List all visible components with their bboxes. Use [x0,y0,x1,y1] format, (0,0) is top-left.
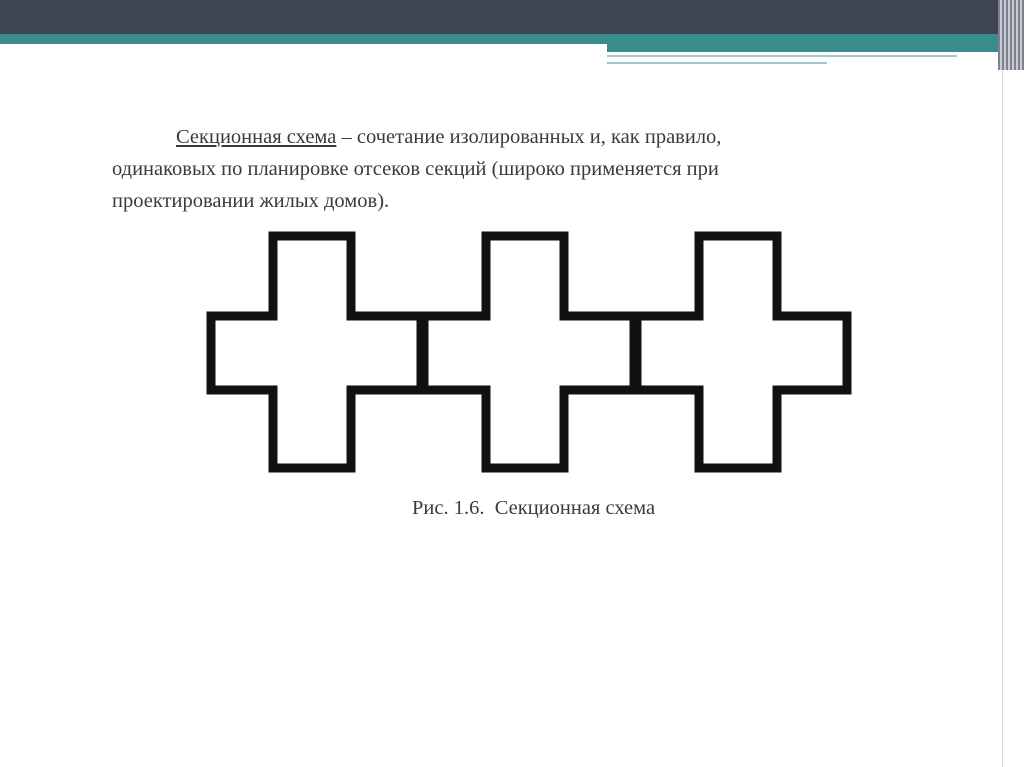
definition-term: Секционная схема [176,126,337,148]
header-bar [0,0,1024,34]
figure-caption: Рис. 1.6. Секционная схема [412,497,656,519]
paragraph-line-1-text: – сочетание изолированных и, как правило, [336,126,722,148]
right-edge-stripes [998,0,1024,70]
section-cross-1 [211,236,421,468]
definition-paragraph [112,121,892,217]
paragraph-line-3: проектировании жилых домов). [112,190,390,212]
decor-line [607,55,957,57]
accent-bar-right [607,44,1000,52]
paragraph-line-2: одинаковых по планировке отсеков секций (широко применяется при [112,158,719,180]
section-cross-2 [424,236,634,468]
paragraph-line-1 [112,121,892,153]
decor-line [607,62,827,64]
section-cross-3 [637,236,847,468]
accent-bar [0,34,1000,44]
right-edge [1002,0,1024,767]
sectional-scheme-diagram [196,228,866,488]
